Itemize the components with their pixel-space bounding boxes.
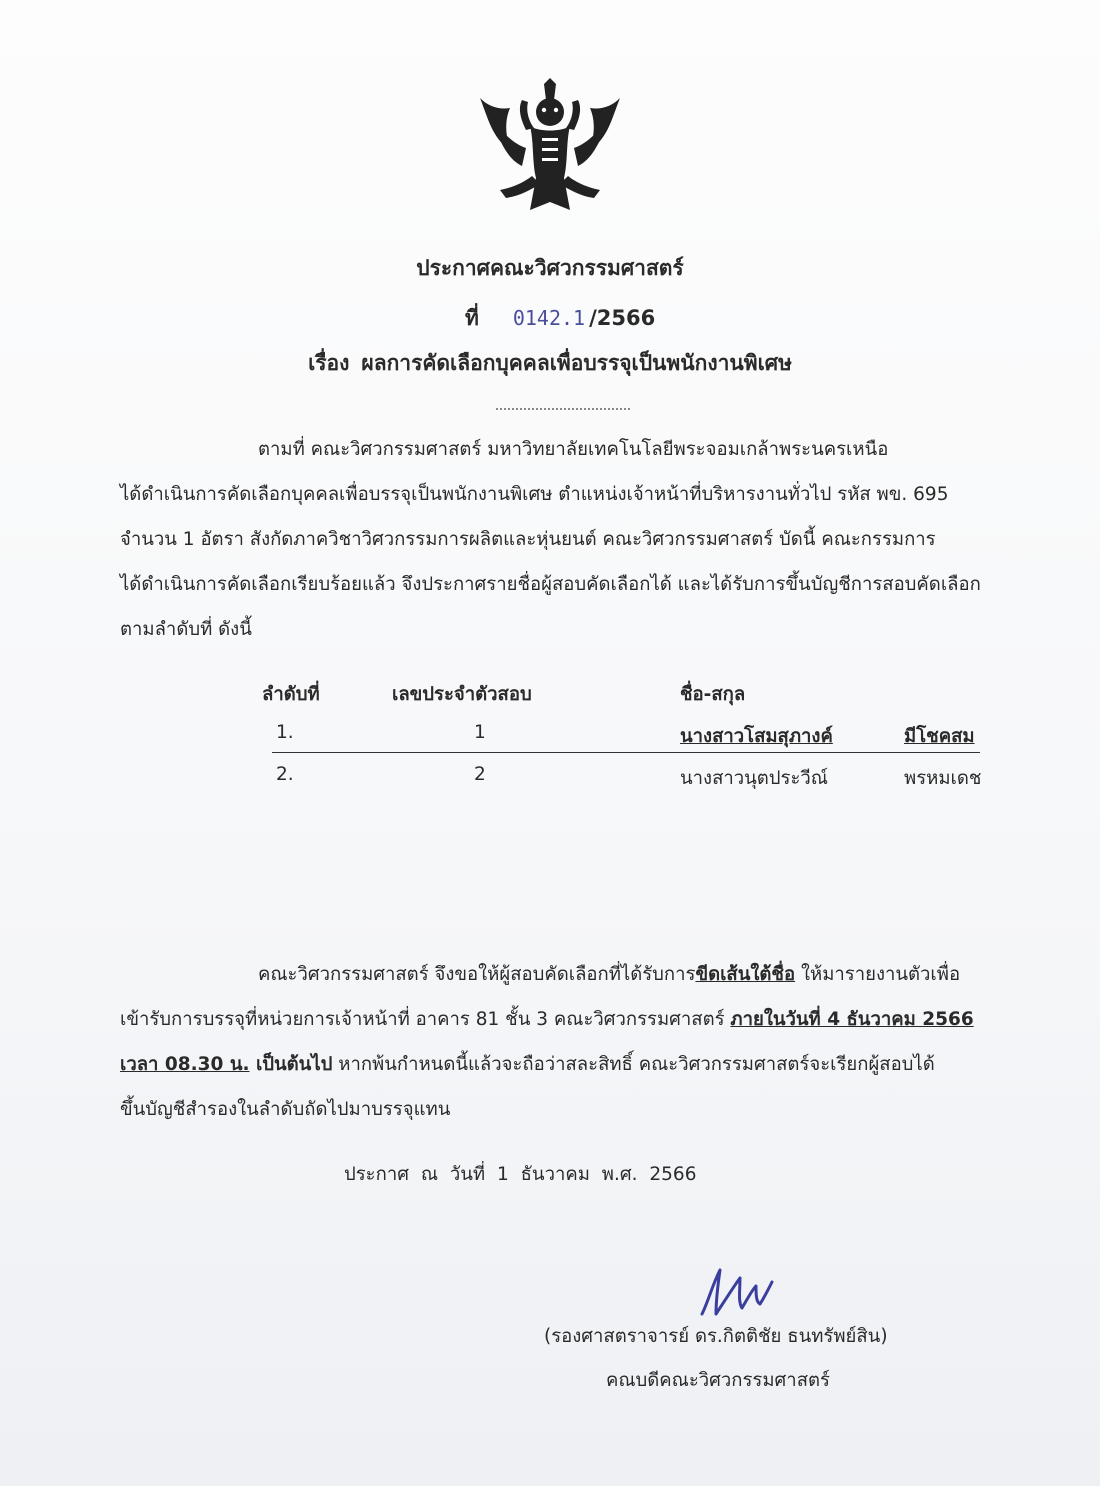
- row-first-name: นางสาวนุตประวีณ์: [680, 768, 828, 789]
- subject-text: ผลการคัดเลือกบุคคลเพื่อบรรจุเป็นพนักงานพิเศษ: [361, 351, 792, 375]
- table-header: [0, 680, 1100, 720]
- row-exam-id: 1: [474, 722, 486, 743]
- intro-line: จำนวน 1 อัตรา สังกัดภาควิชาวิศวกรรมการผลิตและหุ่นยนต์ คณะวิศวกรรมศาสตร์ บัดนี้ คณะกรรมการ: [120, 529, 936, 550]
- notice-line: [120, 952, 1015, 997]
- notice-deadline-time: เวลา 08.30 น.: [120, 1054, 250, 1075]
- intro-line: ตามที่ คณะวิศวกรรมศาสตร์ มหาวิทยาลัยเทคโนโลยีพระจอมเกล้าพระนครเหนือ: [258, 439, 889, 460]
- intro-line: ได้ดำเนินการคัดเลือกเรียบร้อยแล้ว จึงประกาศรายชื่อผู้สอบคัดเลือกได้ และได้รับการขึ้นบัญชีการสอบคัดเลือก: [120, 574, 981, 595]
- number-suffix: /2566: [589, 306, 656, 330]
- table-row: [0, 764, 1100, 804]
- notice-line: [120, 1042, 1015, 1087]
- table-row: [0, 722, 1100, 762]
- number-label: ที่: [465, 306, 479, 330]
- row-exam-id: 2: [474, 764, 486, 785]
- announcement-date: ประกาศ ณ วันที่ 1 ธันวาคม พ.ศ. 2566: [344, 1164, 697, 1185]
- header-name: ชื่อ-สกุล: [680, 684, 746, 705]
- row-last-name: มีโชคสม: [904, 726, 975, 747]
- intro-paragraph: [120, 427, 1015, 652]
- intro-line: ได้ดำเนินการคัดเลือกบุคคลเพื่อบรรจุเป็นพนักงานพิเศษ ตำแหน่งเจ้าหน้าที่บริหารงานทั่วไป รหัส พข. 695: [120, 484, 949, 505]
- notice-line: [120, 997, 1015, 1042]
- header-exam-id: เลขประจำตัวสอบ: [392, 684, 532, 705]
- notice-text: คณะวิศวกรรมศาสตร์ จึงขอให้ผู้สอบคัดเลือกที่ได้รับการ: [258, 964, 696, 985]
- row-order: 1.: [276, 722, 294, 743]
- handwritten-signature: [690, 1262, 780, 1322]
- dotted-divider: [496, 408, 630, 410]
- handwritten-number: 0142.1: [512, 306, 586, 330]
- document-number: [465, 302, 655, 335]
- notice-emphasis: เป็นต้นไป: [249, 1054, 333, 1075]
- row-first-name: นางสาวโสมสุภางค์: [680, 726, 833, 747]
- notice-text: เข้ารับการบรรจุที่หน่วยการเจ้าหน้าที่ อาคาร 81 ชั้น 3 คณะวิศวกรรมศาสตร์: [120, 1009, 731, 1030]
- notice-text: ให้มารายงานตัวเพื่อ: [795, 964, 961, 985]
- intro-line: ตามลำดับที่ ดังนี้: [120, 619, 252, 640]
- notice-text: หากพ้นกำหนดนี้แล้วจะถือว่าสละสิทธิ์ คณะวิศวกรรมศาสตร์จะเรียกผู้สอบได้: [332, 1054, 935, 1075]
- header-order: ลำดับที่: [262, 684, 320, 705]
- signatory-position: คณบดีคณะวิศวกรรมศาสตร์: [606, 1370, 830, 1391]
- garuda-emblem-icon: [470, 78, 630, 218]
- subject-label: เรื่อง: [308, 351, 350, 375]
- subject-line: [0, 347, 1100, 380]
- row-last-name: พรหมเดช: [904, 768, 982, 789]
- notice-deadline-date: ภายในวันที่ 4 ธันวาคม 2566: [730, 1009, 974, 1030]
- row-order: 2.: [276, 764, 294, 785]
- selection-underline: [272, 752, 980, 753]
- notice-line: ขึ้นบัญชีสำรองในลำดับถัดไปมาบรรจุแทน: [120, 1099, 451, 1120]
- announcement-title: ประกาศคณะวิศวกรรมศาสตร์: [416, 256, 684, 280]
- signatory-name: (รองศาสตราจารย์ ดร.กิตติชัย ธนทรัพย์สิน): [544, 1326, 888, 1347]
- notice-paragraph: [120, 952, 1015, 1132]
- notice-emphasis: ขีดเส้นใต้ชื่อ: [695, 964, 796, 985]
